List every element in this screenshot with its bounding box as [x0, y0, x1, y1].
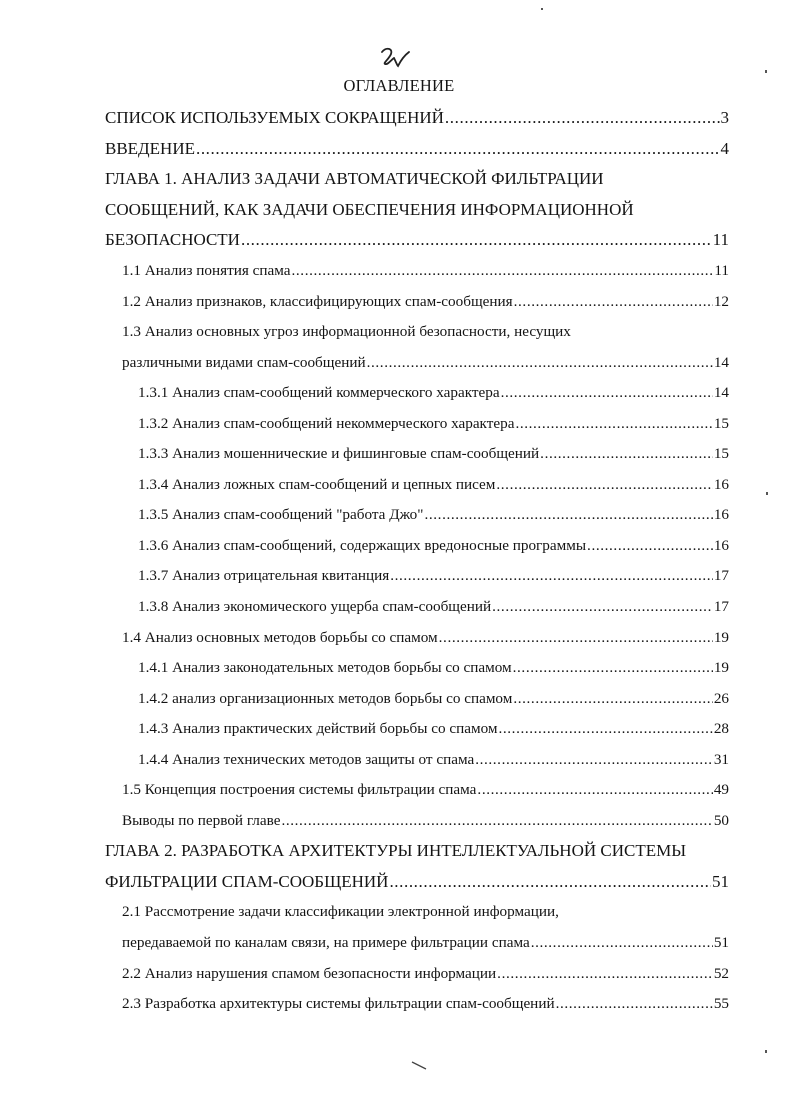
- toc-entry: [105, 775, 729, 806]
- scan-speck: [765, 70, 767, 73]
- toc-page-number: 17: [713, 567, 729, 585]
- dot-leader: [445, 108, 720, 128]
- scan-speck: [541, 8, 543, 10]
- toc-page-number: 15: [713, 414, 729, 432]
- toc-entry-text: 1.2 Анализ признаков, классифицирующих спам-сообщения: [122, 292, 513, 310]
- toc-entry-text: ГЛАВА 1. АНАЛИЗ ЗАДАЧИ АВТОМАТИЧЕСКОЙ ФИЛЬТРАЦИИ: [105, 169, 604, 189]
- toc-page-number: 12: [713, 292, 729, 310]
- toc-entry-text: 2.3 Разработка архитектуры системы фильтрации спам-сообщений: [122, 995, 555, 1013]
- toc-entry: [105, 683, 729, 714]
- toc-entry: [105, 164, 729, 195]
- toc-page-number: 15: [713, 445, 729, 463]
- dot-leader: [390, 567, 713, 585]
- toc-entry: [105, 408, 729, 439]
- toc-page-number: 17: [713, 598, 729, 616]
- toc-entry-text: 1.3 Анализ основных угроз информационной безопасности, несущих: [122, 323, 571, 341]
- toc-entry: [105, 195, 729, 226]
- dot-leader: [389, 872, 711, 892]
- dot-leader: [501, 384, 713, 402]
- handwritten-page-number: [378, 46, 412, 74]
- toc-entry: [105, 928, 729, 959]
- dot-leader: [587, 537, 713, 555]
- dot-leader: [281, 812, 712, 830]
- table-of-contents: [105, 103, 729, 1019]
- toc-page-number: 16: [713, 506, 729, 524]
- toc-entry-text: 1.4.3 Анализ практических действий борьбы со спамом: [138, 720, 498, 738]
- toc-page-number: 49: [713, 781, 729, 799]
- dot-leader: [496, 476, 712, 494]
- toc-entry: [105, 378, 729, 409]
- toc-entry-text: передаваемой по каналам связи, на примере фильтрации спама: [122, 934, 530, 952]
- dot-leader: [513, 659, 713, 677]
- toc-page-number: 14: [713, 353, 729, 371]
- dot-leader: [513, 690, 712, 708]
- toc-page-number: 11: [712, 230, 729, 250]
- toc-entry: [105, 286, 729, 317]
- dot-leader: [498, 720, 712, 738]
- toc-entry: [105, 225, 729, 256]
- toc-entry: [105, 317, 729, 348]
- dot-leader: [475, 751, 713, 769]
- toc-page-number: 28: [713, 720, 729, 738]
- dot-leader: [515, 415, 712, 433]
- toc-page-number: 16: [713, 475, 729, 493]
- dot-leader: [497, 965, 713, 983]
- toc-page-number: 19: [713, 628, 729, 646]
- toc-entry-text: 1.3.4 Анализ ложных спам-сообщений и цепных писем: [138, 475, 496, 493]
- toc-entry: [105, 622, 729, 653]
- toc-entry-text: 1.4.4 Анализ технических методов защиты от спама: [138, 750, 475, 768]
- toc-entry-text: 1.3.1 Анализ спам-сообщений коммерческого характера: [138, 384, 500, 402]
- toc-page-number: 16: [713, 536, 729, 554]
- toc-entry: [105, 653, 729, 684]
- toc-entry: [105, 714, 729, 745]
- toc-entry-text: 1.3.6 Анализ спам-сообщений, содержащих вредоносные программы: [138, 536, 587, 554]
- toc-entry-text: 1.3.2 Анализ спам-сообщений некоммерческого характера: [138, 414, 515, 432]
- scan-mark: [410, 1060, 430, 1072]
- toc-entry-text: СПИСОК ИСПОЛЬЗУЕМЫХ СОКРАЩЕНИЙ: [105, 108, 444, 128]
- toc-entry: [105, 806, 729, 837]
- dot-leader: [439, 629, 713, 647]
- toc-entry-text: 1.3.7 Анализ отрицательная квитанция: [138, 567, 390, 585]
- toc-page-number: 11: [714, 262, 729, 279]
- toc-entry: [105, 103, 729, 134]
- dot-leader: [514, 293, 713, 311]
- toc-page-number: 52: [713, 964, 729, 982]
- toc-entry: [105, 592, 729, 623]
- toc-page-number: 31: [713, 750, 729, 768]
- toc-entry-text: различными видами спам-сообщений: [122, 353, 366, 371]
- dot-leader: [241, 230, 712, 250]
- scan-speck: [766, 492, 768, 495]
- toc-page-number: 3: [720, 108, 729, 128]
- dot-leader: [424, 506, 712, 524]
- toc-entry: [105, 744, 729, 775]
- toc-title: ОГЛАВЛЕНИЕ: [343, 76, 455, 95]
- toc-entry: [105, 989, 729, 1020]
- toc-entry: [105, 867, 729, 898]
- toc-page-number: 4: [720, 138, 729, 158]
- toc-entry-text: 2.1 Рассмотрение задачи классификации электронной информации,: [122, 903, 559, 921]
- dot-leader: [292, 262, 714, 280]
- toc-page-number: 14: [713, 384, 729, 402]
- toc-entry: [105, 561, 729, 592]
- toc-page-number: 26: [713, 689, 729, 707]
- toc-entry: [105, 836, 729, 867]
- toc-entry-text: 1.3.8 Анализ экономического ущерба спам-сообщений: [138, 598, 492, 616]
- toc-entry-text: 1.4.1 Анализ законодательных методов борьбы со спамом: [138, 659, 512, 677]
- toc-entry-text: 1.3.5 Анализ спам-сообщений "работа Джо": [138, 506, 424, 524]
- dot-leader: [367, 354, 713, 372]
- toc-entry-text: 1.5 Концепция построения системы фильтрации спама: [122, 781, 477, 799]
- toc-entry-text: 1.3.3 Анализ мошеннические и фишинговые спам-сообщений: [138, 445, 540, 463]
- toc-entry-text: 1.1 Анализ понятия спама: [122, 262, 291, 279]
- toc-page-number: 19: [713, 659, 729, 677]
- scan-speck: [765, 1050, 767, 1053]
- toc-entry-text: ВВЕДЕНИЕ: [105, 138, 195, 158]
- toc-page-number: 51: [713, 934, 729, 952]
- dot-leader: [196, 139, 720, 159]
- toc-entry: [105, 439, 729, 470]
- dot-leader: [556, 995, 713, 1013]
- toc-entry-text: ФИЛЬТРАЦИИ СПАМ-СООБЩЕНИЙ: [105, 871, 389, 891]
- toc-page-number: 50: [713, 811, 729, 829]
- toc-entry: [105, 897, 729, 928]
- dot-leader: [540, 445, 713, 463]
- dot-leader: [531, 934, 713, 952]
- toc-entry: [105, 531, 729, 562]
- toc-entry-text: Выводы по первой главе: [122, 811, 281, 829]
- dot-leader: [492, 598, 713, 616]
- toc-entry: [105, 958, 729, 989]
- toc-entry-text: 2.2 Анализ нарушения спамом безопасности информации: [122, 964, 497, 982]
- toc-page-number: 55: [713, 995, 729, 1013]
- toc-entry: [105, 500, 729, 531]
- toc-entry-text: СООБЩЕНИЙ, КАК ЗАДАЧИ ОБЕСПЕЧЕНИЯ ИНФОРМАЦИОННОЙ: [105, 199, 634, 219]
- toc-entry-text: 1.4 Анализ основных методов борьбы со спамом: [122, 628, 438, 646]
- toc-entry: [105, 134, 729, 165]
- toc-entry: [105, 347, 729, 378]
- toc-entry: [105, 256, 729, 287]
- toc-page-number: 51: [712, 871, 729, 891]
- toc-entry-text: ГЛАВА 2. РАЗРАБОТКА АРХИТЕКТУРЫ ИНТЕЛЛЕКТУАЛЬНОЙ СИСТЕМЫ: [105, 841, 687, 861]
- dot-leader: [477, 781, 712, 799]
- toc-entry: [105, 470, 729, 501]
- toc-entry-text: 1.4.2 анализ организационных методов борьбы со спамом: [138, 689, 513, 707]
- toc-entry-text: БЕЗОПАСНОСТИ: [105, 230, 240, 250]
